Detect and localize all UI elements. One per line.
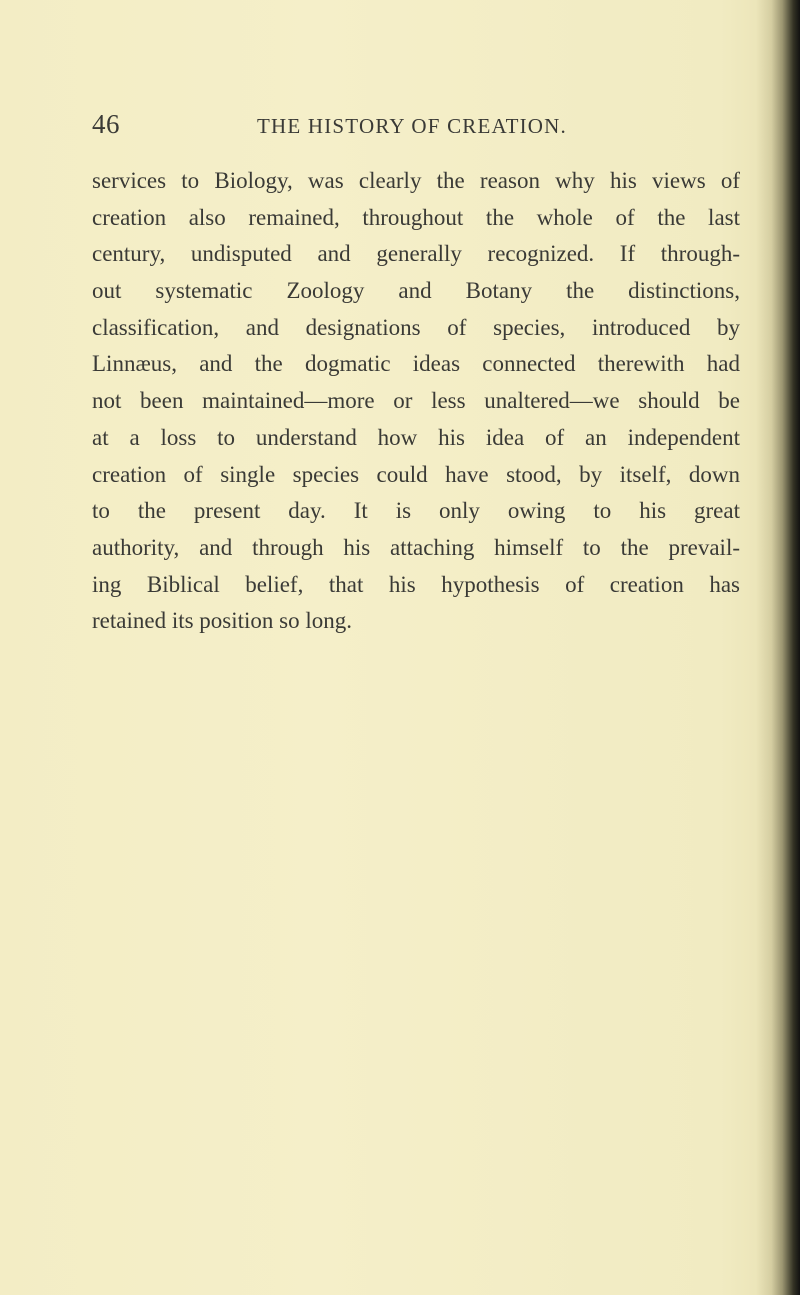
page-binding-edge	[756, 0, 800, 1295]
text-line: century, undisputed and generally recognized. If through-	[92, 241, 740, 267]
text-line: not been maintained—more or less unaltered—we should be	[92, 388, 740, 414]
body-text	[92, 163, 740, 640]
page-number: 46	[92, 109, 120, 139]
page-header	[92, 104, 732, 144]
running-head: THE HISTORY OF CREATION.	[257, 114, 567, 138]
text-line: out systematic Zoology and Botany the distinctions,	[92, 278, 740, 304]
text-line: Linnæus, and the dogmatic ideas connected therewith had	[92, 351, 740, 377]
text-line: ing Biblical belief, that his hypothesis of creation has	[92, 571, 740, 597]
text-line-last: retained its position so long.	[92, 608, 353, 634]
text-line: creation also remained, throughout the whole of the last	[92, 204, 740, 230]
text-line: to the present day. It is only owing to his great	[92, 498, 740, 524]
text-line: at a loss to understand how his idea of an independent	[92, 424, 740, 450]
text-line: creation of single species could have stood, by itself, down	[92, 461, 740, 487]
text-line: classification, and designations of species, introduced by	[92, 314, 740, 340]
text-line: authority, and through his attaching himself to the prevail-	[92, 534, 740, 560]
text-line: services to Biology, was clearly the reason why his views of	[92, 168, 740, 193]
